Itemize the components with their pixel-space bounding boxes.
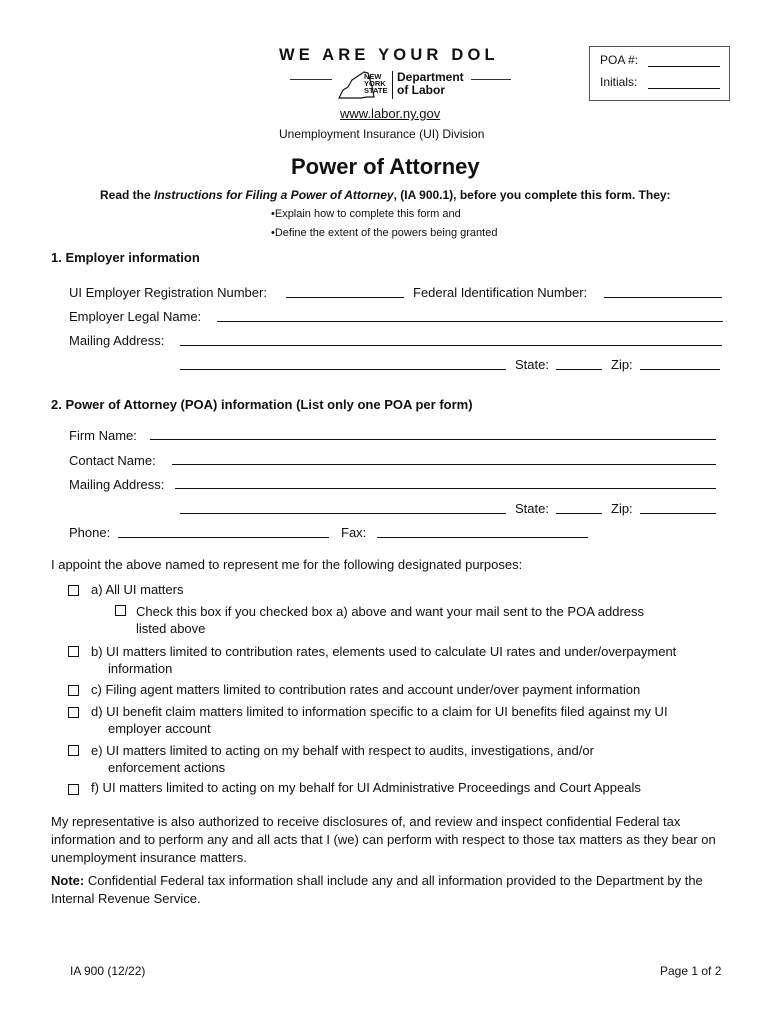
legal-name-field[interactable] <box>217 321 723 322</box>
section-2-heading: 2. Power of Attorney (POA) information (List only one POA per form) <box>51 397 473 412</box>
fein-label: Federal Identification Number: <box>413 285 588 300</box>
option-b-checkbox[interactable] <box>68 646 79 657</box>
option-d-checkbox[interactable] <box>68 707 79 718</box>
option-d-line-2: employer account <box>108 721 211 736</box>
option-b-label <box>91 643 676 677</box>
note-paragraph <box>51 872 731 908</box>
fein-field[interactable] <box>604 297 722 298</box>
initials-label: Initials: <box>600 75 638 89</box>
form-id: IA 900 (12/22) <box>70 964 146 978</box>
instructions-reference: Instructions for Filing a Power of Attorney <box>154 188 394 202</box>
section-1-heading: 1. Employer information <box>51 250 200 265</box>
option-a-checkbox[interactable] <box>68 585 79 596</box>
option-a-label: a) All UI matters <box>91 582 184 597</box>
logo-divider <box>392 71 393 99</box>
contact-name-field[interactable] <box>172 464 716 465</box>
mail-to-poa-line-1: Check this box if you checked box a) above and want your mail sent to the POA address <box>136 604 645 619</box>
employer-mailing-field-1[interactable] <box>180 345 722 346</box>
page-number: Page 1 of 2 <box>660 964 722 978</box>
form-title: Power of Attorney <box>291 154 480 179</box>
note-text: Confidential Federal tax information shall include any and all information provided to the Department by the Internal Revenue Service. <box>51 873 703 906</box>
option-e-line-2: enforcement actions <box>108 760 226 775</box>
poa-mailing-field-2[interactable] <box>180 513 506 514</box>
dol-tagline: WE ARE YOUR DOL <box>279 46 499 64</box>
poa-zip-label: Zip: <box>611 501 633 516</box>
note-label: Note: <box>51 873 85 888</box>
option-f-label: f) UI matters limited to acting on my behalf for UI Administrative Proceedings and Court Appeals <box>91 780 641 795</box>
option-e-line-1: e) UI matters limited to acting on my behalf with respect to audits, investigations, and/or <box>91 743 594 758</box>
intro-text <box>100 188 671 202</box>
logo-state-text <box>364 73 387 94</box>
intro-bullet-1: •Explain how to complete this form and <box>271 208 461 220</box>
option-c-checkbox[interactable] <box>68 685 79 696</box>
nys-dol-logo <box>290 70 516 104</box>
disclosure-paragraph: My representative is also authorized to receive disclosures of, and review and inspect confidential Federal tax information and to perform any and all acts that I (we) can perform with respect to those tax matters as they bear on unemployment insurance matters. <box>51 814 716 865</box>
logo-state-line-3: STATE <box>364 86 388 95</box>
logo-right-rule <box>471 79 511 80</box>
poa-mailing-label: Mailing Address: <box>69 477 165 492</box>
mail-to-poa-line-2: listed above <box>136 621 206 636</box>
poa-mailing-field-1[interactable] <box>175 488 716 489</box>
intro-suffix: , (IA 900.1), before you complete this form. They: <box>393 188 671 202</box>
option-d-line-1: d) UI benefit claim matters limited to information specific to a claim for UI benefits filed against my UI <box>91 704 668 719</box>
option-d-label <box>91 703 668 737</box>
poa-state-label: State: <box>515 501 549 516</box>
firm-name-field[interactable] <box>150 439 716 440</box>
intro-prefix: Read the <box>100 188 155 202</box>
logo-dept-line-2: of Labor <box>397 83 445 97</box>
fax-field[interactable] <box>377 537 588 538</box>
legal-name-label: Employer Legal Name: <box>69 309 202 324</box>
option-b-line-2: information <box>108 661 173 676</box>
logo-dept-text <box>397 71 464 97</box>
option-c-label: c) Filing agent matters limited to contribution rates and account under/over payment information <box>91 682 641 697</box>
contact-name-label: Contact Name: <box>69 453 156 468</box>
employer-mailing-label: Mailing Address: <box>69 333 165 348</box>
option-e-label <box>91 742 594 776</box>
employer-zip-label: Zip: <box>611 357 633 372</box>
division-name: Unemployment Insurance (UI) Division <box>279 127 485 141</box>
appoint-intro: I appoint the above named to represent me for the following designated purposes: <box>51 557 523 572</box>
mail-to-poa-label <box>136 603 644 637</box>
employer-zip-field[interactable] <box>640 369 720 370</box>
phone-label: Phone: <box>69 525 111 540</box>
mail-to-poa-checkbox[interactable] <box>115 605 126 616</box>
poa-state-field[interactable] <box>556 513 602 514</box>
option-f-checkbox[interactable] <box>68 784 79 795</box>
poa-number-label: POA #: <box>600 53 639 67</box>
fax-label: Fax: <box>341 525 367 540</box>
initials-field[interactable] <box>648 88 720 89</box>
reg-number-label: UI Employer Registration Number: <box>69 285 267 300</box>
option-e-checkbox[interactable] <box>68 745 79 756</box>
logo-left-rule <box>290 79 332 80</box>
employer-state-field[interactable] <box>556 369 602 370</box>
poa-zip-field[interactable] <box>640 513 716 514</box>
employer-mailing-field-2[interactable] <box>180 369 506 370</box>
poa-number-field[interactable] <box>648 66 720 67</box>
employer-state-label: State: <box>515 357 549 372</box>
poa-office-use-box <box>589 46 730 101</box>
logo-dept-line-1: Department <box>397 70 464 84</box>
website-link[interactable]: www.labor.ny.gov <box>340 106 441 121</box>
logo-state-line-1: NEW <box>364 72 382 81</box>
reg-number-field[interactable] <box>286 297 404 298</box>
intro-bullet-2: •Define the extent of the powers being granted <box>271 227 498 239</box>
option-b-line-1: b) UI matters limited to contribution rates, elements used to calculate UI rates and under/overpayment <box>91 644 677 659</box>
firm-name-label: Firm Name: <box>69 428 137 443</box>
phone-field[interactable] <box>118 537 329 538</box>
logo-state-line-2: YORK <box>364 79 386 88</box>
